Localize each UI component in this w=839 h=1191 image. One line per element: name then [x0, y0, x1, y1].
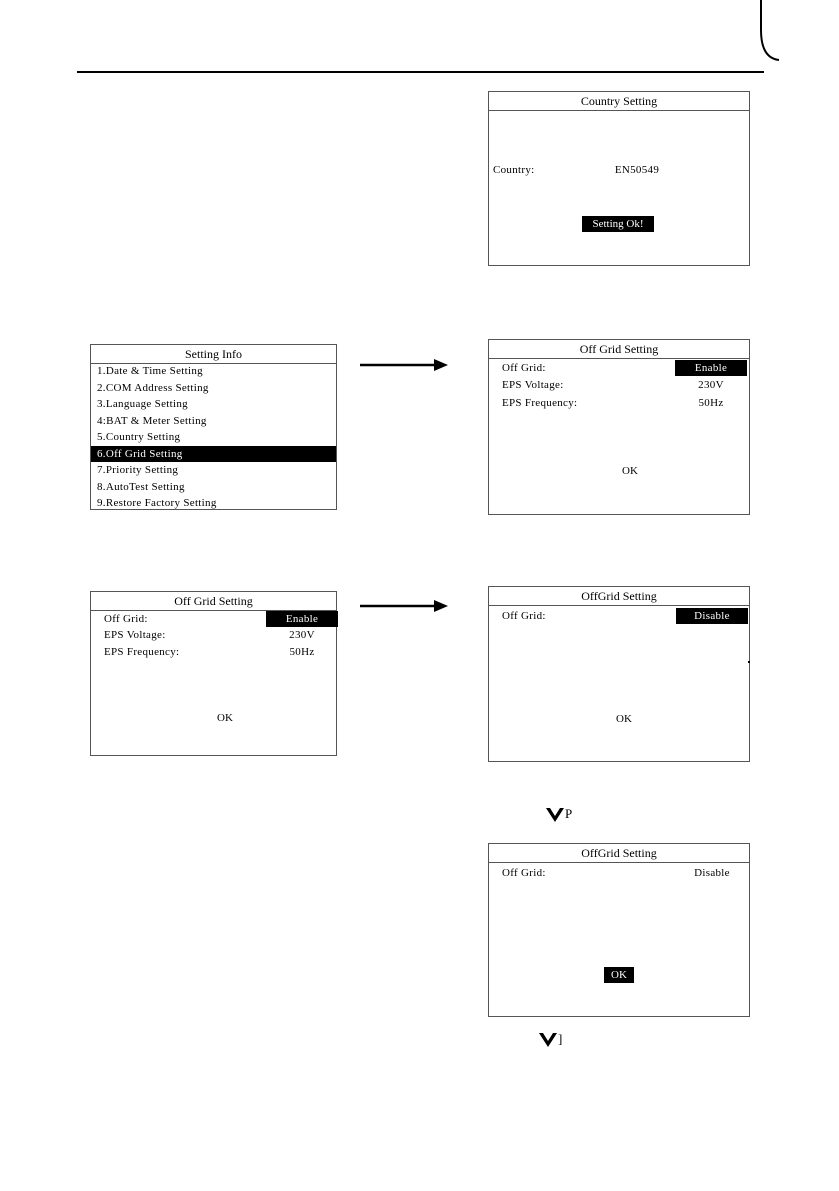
- arrow-right-icon: [360, 358, 448, 372]
- menu-item-restore-factory[interactable]: 9.Restore Factory Setting: [97, 497, 217, 509]
- stray-mark: [748, 661, 750, 663]
- off-grid-value[interactable]: Enable: [266, 611, 338, 627]
- eps-frequency-value[interactable]: 50Hz: [289, 646, 315, 658]
- step-letter: P: [565, 806, 573, 821]
- country-label: Country:: [493, 164, 535, 176]
- eps-voltage-value[interactable]: 230V: [698, 379, 724, 391]
- off-grid-label: Off Grid:: [502, 610, 546, 622]
- menu-item-language[interactable]: 3.Language Setting: [97, 398, 188, 410]
- page-edge-mark: [757, 0, 781, 62]
- screen-title: Off Grid Setting: [489, 340, 749, 359]
- offgrid-ok-screen: [488, 843, 750, 1017]
- eps-voltage-label: EPS Voltage:: [502, 379, 564, 391]
- country-value: EN50549: [614, 164, 660, 176]
- menu-item-country[interactable]: 5.Country Setting: [97, 431, 181, 443]
- screen-title: Country Setting: [489, 92, 749, 111]
- menu-item-com-address[interactable]: 2.COM Address Setting: [97, 381, 209, 394]
- eps-voltage-value[interactable]: 230V: [289, 629, 315, 641]
- menu-title: Setting Info: [91, 345, 336, 364]
- off-grid-value[interactable]: Enable: [675, 360, 747, 376]
- off-grid-label: Off Grid:: [502, 362, 546, 374]
- setting-info-menu: [90, 344, 337, 510]
- screen-title: OffGrid Setting: [489, 844, 749, 863]
- ok-button[interactable]: OK: [604, 967, 634, 983]
- down-step-mark-2: [538, 1031, 562, 1049]
- chevron-down-icon: [538, 1031, 558, 1049]
- offgrid-disable-screen: [488, 586, 750, 762]
- setting-ok-status: Setting Ok!: [582, 216, 654, 232]
- off-grid-row: [502, 865, 749, 881]
- step-letter: ]: [558, 1031, 563, 1046]
- menu-item-priority[interactable]: 7.Priority Setting: [97, 464, 179, 476]
- down-step-mark-1: [545, 806, 572, 824]
- chevron-down-icon: [545, 806, 565, 824]
- country-setting-screen: [488, 91, 750, 266]
- eps-frequency-label: EPS Frequency:: [502, 397, 578, 409]
- off-grid-row: [502, 608, 749, 624]
- screen-title: OffGrid Setting: [489, 587, 749, 606]
- off-grid-label: Off Grid:: [502, 867, 546, 879]
- ok-button[interactable]: OK: [217, 712, 233, 724]
- off-grid-row: [104, 611, 336, 627]
- off-grid-label: Off Grid:: [104, 613, 148, 625]
- off-grid-setting-screen-2: [90, 591, 337, 756]
- off-grid-value[interactable]: Disable: [676, 608, 748, 624]
- eps-frequency-row: [502, 395, 749, 411]
- eps-voltage-row: [104, 627, 336, 643]
- country-row: [493, 162, 749, 178]
- ok-button[interactable]: OK: [616, 713, 632, 725]
- menu-item-autotest[interactable]: 8.AutoTest Setting: [97, 480, 185, 493]
- off-grid-row: [502, 360, 749, 376]
- eps-frequency-value[interactable]: 50Hz: [698, 397, 724, 409]
- menu-item-off-grid[interactable]: 6.Off Grid Setting: [91, 446, 336, 462]
- ok-button[interactable]: OK: [622, 465, 638, 477]
- eps-voltage-row: [502, 377, 749, 393]
- screen-title: Off Grid Setting: [91, 592, 336, 611]
- arrow-right-icon: [360, 599, 448, 613]
- menu-item-bat-meter[interactable]: 4:BAT & Meter Setting: [97, 414, 207, 427]
- off-grid-setting-screen-1: [488, 339, 750, 515]
- menu-item-date-time[interactable]: 1.Date & Time Setting: [97, 365, 203, 377]
- off-grid-value[interactable]: Disable: [694, 867, 730, 879]
- eps-frequency-row: [104, 644, 336, 660]
- eps-frequency-label: EPS Frequency:: [104, 646, 180, 658]
- eps-voltage-label: EPS Voltage:: [104, 629, 166, 641]
- header-rule: [77, 71, 764, 73]
